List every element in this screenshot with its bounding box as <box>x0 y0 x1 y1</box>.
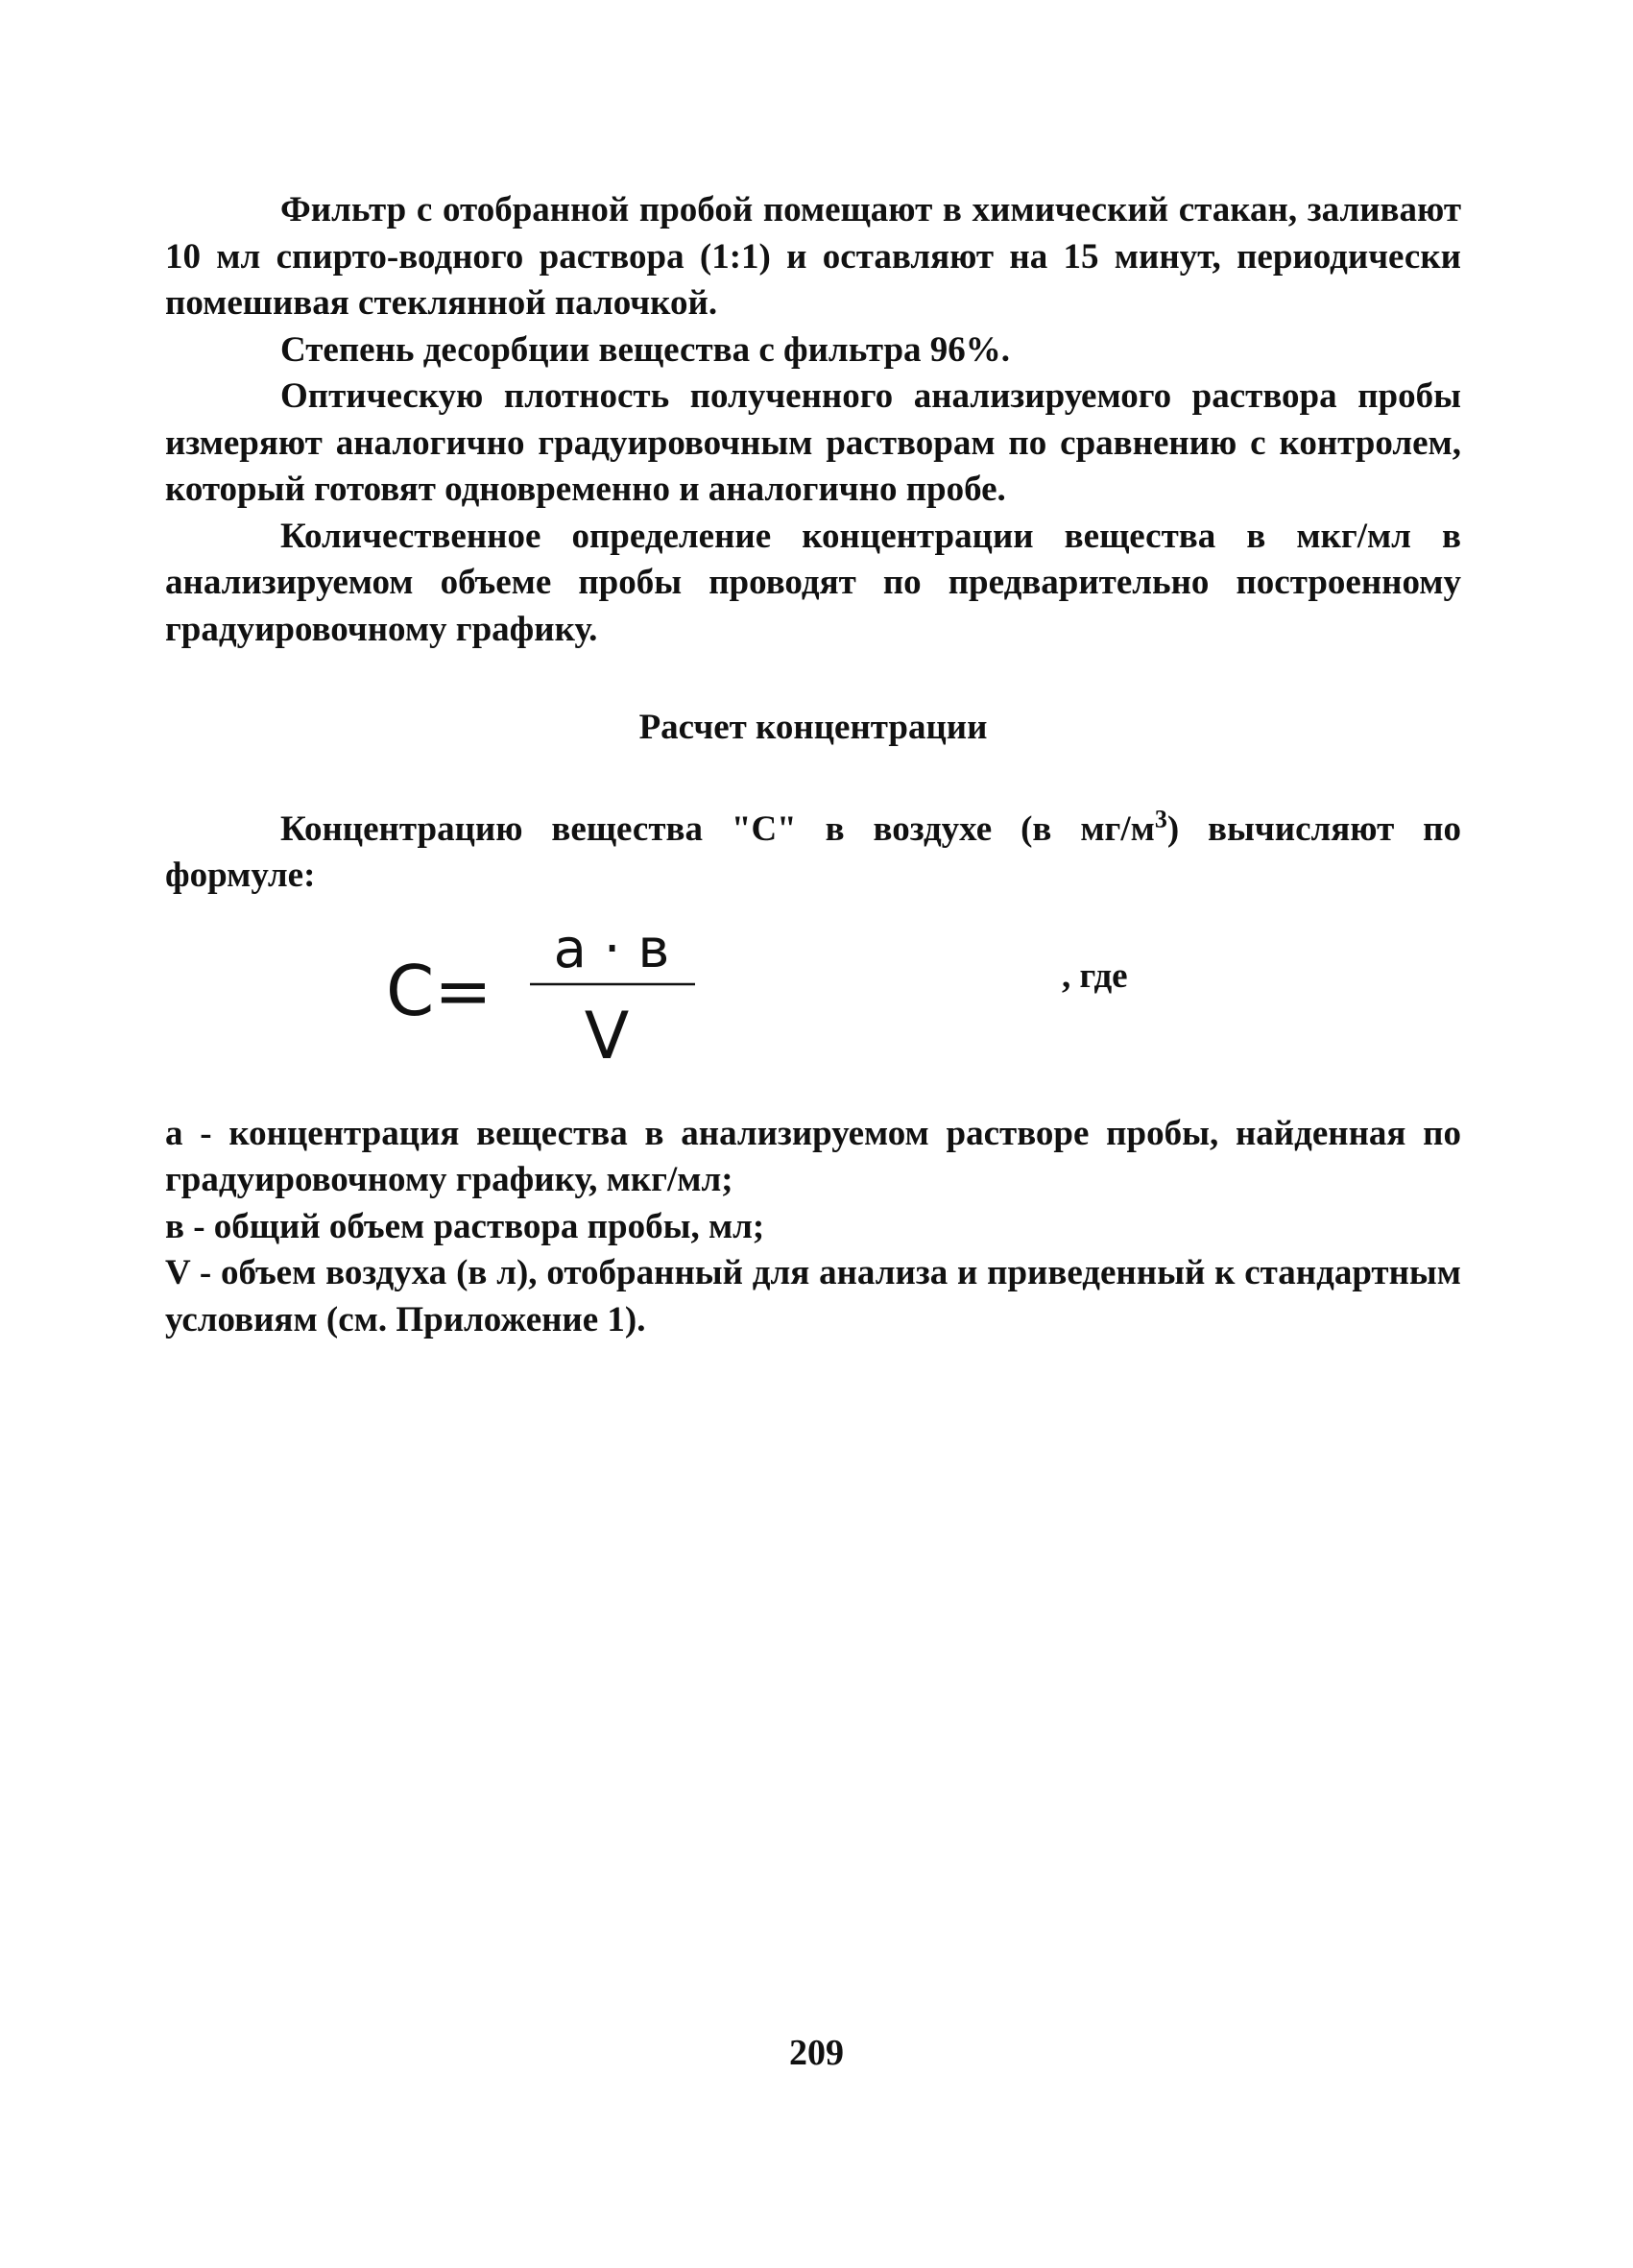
paragraph-desorption: Степень десорбции вещества с фильтра 96%. <box>280 329 1011 370</box>
formula-denominator: V <box>584 998 630 1073</box>
definition-a: а - концентрация вещества в анализируемом растворе пробы, найденная по градуировочному графику, мкг/мл; <box>165 1113 1461 1199</box>
formula-where: , где <box>1062 955 1128 996</box>
paragraph-quantitative: Количественное определение концентрации вещества в мкг/мл в анализируемом объеме пробы проводят по предварительно построенному градуировочному графику. <box>165 516 1461 649</box>
paragraph-formula-intro <box>165 807 1461 900</box>
formula <box>386 909 962 1073</box>
paragraph-filter: Фильтр с отобранной пробой помещают в химический стакан, заливают 10 мл спирто-водного раствора (1:1) и оставляют на 15 минут, периодически помешивая стеклянной палочкой. <box>165 190 1461 323</box>
page-body <box>165 187 1461 1343</box>
section-heading: Расчет концентрации <box>638 708 988 747</box>
definition-b: в - общий объем раствора пробы, мл; <box>165 1206 765 1246</box>
intro-text-before: Концентрацию вещества "С" в воздухе (в мг/м <box>280 808 1155 849</box>
intro-superscript: 3 <box>1154 805 1167 833</box>
definitions-list <box>165 1111 1461 1344</box>
intro-text-after: ) вычисляют по формуле: <box>165 808 1462 895</box>
definition-v: V - объем воздуха (в л), отобранный для анализа и приведенный к стандартным условиям (см. Приложение 1). <box>165 1253 1461 1339</box>
page-number: 209 <box>789 2033 844 2073</box>
formula-numerator: а · в <box>553 917 670 980</box>
formula-lhs: С= <box>386 950 492 1031</box>
formula-block <box>165 909 1461 1073</box>
paragraph-optical-density: Оптическую плотность полученного анализируемого раствора пробы измеряют аналогично градуировочным растворам по сравнению с контролем, который готовят одновременно и аналогично пробе. <box>165 376 1461 509</box>
